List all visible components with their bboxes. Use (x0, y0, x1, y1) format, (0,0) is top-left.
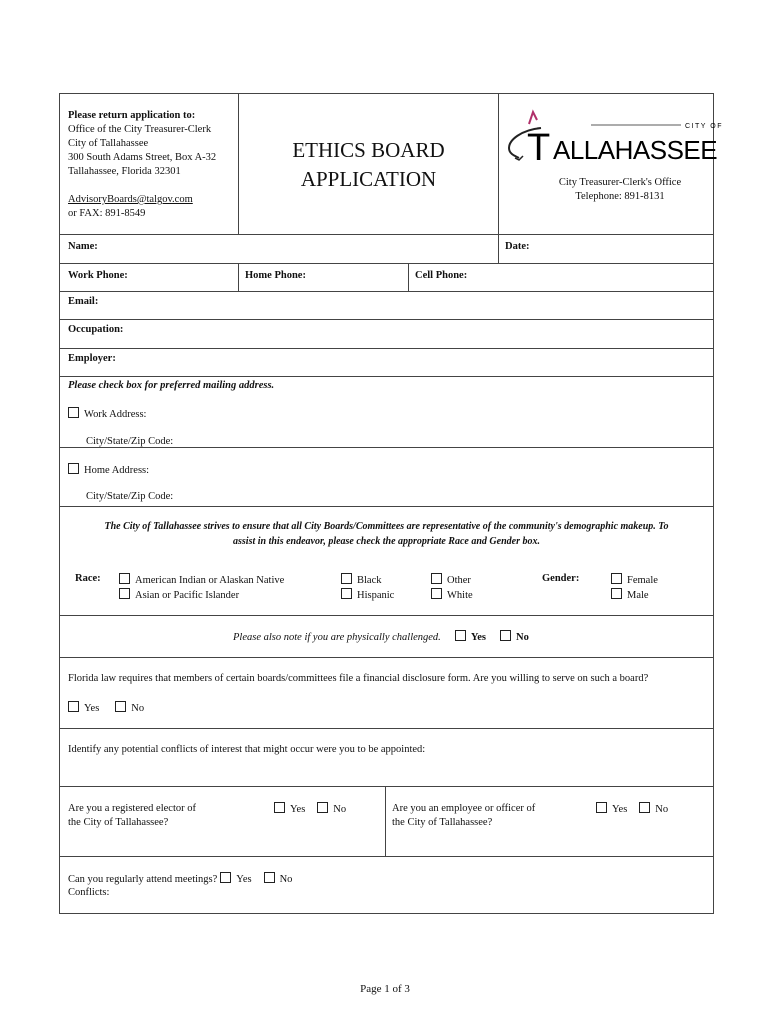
elector-question-line: Are you a registered elector of (68, 803, 196, 814)
address-line: 300 South Adams Street, Box A-32 (68, 152, 217, 163)
disclosure-no-checkbox[interactable] (115, 701, 126, 712)
challenged-text: Please also note if you are physically challenged. (233, 632, 441, 643)
page-title-2: APPLICATION (300, 167, 437, 191)
occupation-row[interactable] (60, 319, 713, 348)
gender-option[interactable] (611, 573, 658, 586)
logo-city-of: CITY OF (685, 123, 723, 130)
gender-option[interactable] (611, 588, 649, 601)
race-checkbox[interactable] (119, 588, 130, 599)
name-date-row (60, 234, 713, 263)
elector-question-line: the City of Tallahassee? (68, 817, 169, 828)
challenged-question (233, 630, 529, 643)
work-address-row (60, 376, 713, 447)
meetings-question (68, 872, 292, 885)
meetings-no-label: No (279, 874, 293, 885)
race-option[interactable] (431, 573, 471, 586)
challenged-no-checkbox[interactable] (500, 630, 511, 641)
logo-t: T (527, 127, 551, 169)
disclosure-yes-checkbox[interactable] (68, 701, 79, 712)
office-name: City Treasurer-Clerk's Office (558, 177, 682, 188)
meetings-no-checkbox[interactable] (264, 872, 275, 883)
meetings-yes-checkbox[interactable] (220, 872, 231, 883)
disclosure-text: Florida law requires that members of certain boards/committees file a financial disclosure form. Are you willing to serve on such a board? (68, 673, 649, 684)
return-title: Please return application to: (68, 110, 196, 121)
race-checkbox[interactable] (431, 573, 442, 584)
race-option-label: White (447, 590, 473, 601)
race-option-label: American Indian or Alaskan Native (135, 575, 285, 586)
race-option[interactable] (119, 573, 284, 586)
logo-wordmark: ALLAHASSEE (553, 135, 718, 165)
race-option[interactable] (341, 573, 382, 586)
race-option-label: Asian or Pacific Islander (135, 590, 240, 601)
home-address-option[interactable] (68, 463, 149, 476)
work-phone-label: Work Phone: (68, 270, 128, 281)
home-phone-cell[interactable] (238, 264, 408, 291)
challenged-yes-label: Yes (470, 632, 486, 643)
title-block (238, 94, 498, 234)
meetings-row (60, 856, 713, 913)
date-cell[interactable] (498, 235, 713, 263)
race-option-label: Hispanic (357, 590, 395, 601)
logo-block (498, 94, 723, 234)
race-checkbox[interactable] (119, 573, 130, 584)
name-label: Name: (68, 241, 98, 252)
employee-yes-label: Yes (612, 804, 628, 815)
gender-checkbox[interactable] (611, 573, 622, 584)
city-logo (501, 102, 723, 174)
challenged-row (60, 615, 713, 657)
fax-number: or FAX: 891-8549 (68, 208, 146, 219)
page-number: Page 1 of 3 (360, 983, 410, 995)
gender-option-label: Female (627, 575, 658, 586)
demographics-row (60, 506, 713, 615)
disclosure-yes-label: Yes (84, 703, 100, 714)
elector-employee-row (60, 786, 713, 856)
elector-no-label: No (333, 804, 347, 815)
home-address-row (60, 447, 713, 506)
work-address-label: Work Address: (84, 409, 147, 420)
race-checkbox[interactable] (431, 588, 442, 599)
office-info (499, 176, 713, 204)
race-option-label: Other (447, 575, 471, 586)
meetings-conflicts-label: Conflicts: (68, 887, 110, 898)
return-address-block (60, 94, 238, 234)
elector-question (68, 802, 196, 830)
work-address-option[interactable] (68, 407, 146, 420)
employer-label: Employer: (68, 353, 116, 364)
gender-checkbox[interactable] (611, 588, 622, 599)
race-option-label: Black (357, 575, 382, 586)
meetings-question-text: Can you regularly attend meetings? (68, 874, 218, 885)
email-link[interactable]: AdvisoryBoards@talgov.com (68, 194, 193, 205)
gender-label: Gender: (542, 573, 580, 584)
home-address-label: Home Address: (84, 465, 150, 476)
home-address-checkbox[interactable] (68, 463, 79, 474)
office-telephone: Telephone: 891-8131 (575, 191, 665, 202)
email-row[interactable] (60, 291, 713, 319)
employee-question (392, 802, 535, 830)
demographics-statement (68, 519, 705, 549)
employee-yes-checkbox[interactable] (596, 802, 607, 813)
address-line: Tallahassee, Florida 32301 (68, 166, 181, 177)
elector-options (274, 802, 346, 815)
home-phone-label: Home Phone: (245, 270, 306, 281)
employee-no-label: No (655, 804, 669, 815)
statement-line: assist in this endeavor, please check the appropriate Race and Gender box. (233, 536, 540, 547)
race-checkbox[interactable] (341, 573, 352, 584)
employer-row[interactable] (60, 348, 713, 376)
gender-option-label: Male (627, 590, 649, 601)
cell-phone-label: Cell Phone: (415, 270, 468, 281)
race-option[interactable] (341, 588, 394, 601)
challenged-no-label: No (515, 632, 529, 643)
date-label: Date: (505, 241, 530, 252)
address-line: City of Tallahassee (68, 138, 149, 149)
work-csz-label: City/State/Zip Code: (86, 436, 174, 447)
occupation-label: Occupation: (68, 324, 124, 335)
race-option[interactable] (119, 588, 239, 601)
email-label: Email: (68, 296, 99, 307)
employee-question-line: Are you an employee or officer of (392, 803, 536, 814)
disclosure-no-label: No (131, 703, 145, 714)
elector-yes-label: Yes (290, 804, 306, 815)
work-address-checkbox[interactable] (68, 407, 79, 418)
phone-row (60, 263, 713, 291)
race-option[interactable] (431, 588, 473, 601)
elector-yes-checkbox[interactable] (274, 802, 285, 813)
address-line: Office of the City Treasurer-Clerk (68, 124, 212, 135)
cell-phone-cell[interactable] (408, 264, 713, 291)
statement-line: The City of Tallahassee strives to ensure that all City Boards/Committees are representative of the community's demographic makeup. To (104, 521, 669, 532)
employee-no-checkbox[interactable] (639, 802, 650, 813)
home-csz-label: City/State/Zip Code: (86, 491, 174, 502)
application-form (59, 93, 723, 914)
employee-question-line: the City of Tallahassee? (392, 817, 493, 828)
employee-options (596, 802, 668, 815)
page-title: ETHICS BOARD (292, 138, 445, 162)
race-checkbox[interactable] (341, 588, 352, 599)
meetings-yes-label: Yes (236, 874, 252, 885)
race-label: Race: (75, 573, 101, 584)
challenged-yes-checkbox[interactable] (455, 630, 466, 641)
disclosure-options (68, 701, 144, 714)
logo-swoosh-icon (529, 112, 537, 124)
employee-cell (385, 787, 713, 856)
conflicts-text: Identify any potential conflicts of interest that might occur were you to be appointed: (68, 744, 426, 755)
header-row (60, 94, 723, 234)
disclosure-row (60, 657, 713, 728)
conflicts-row[interactable] (60, 728, 713, 786)
elector-no-checkbox[interactable] (317, 802, 328, 813)
mailing-instruction: Please check box for preferred mailing address. (68, 380, 275, 391)
